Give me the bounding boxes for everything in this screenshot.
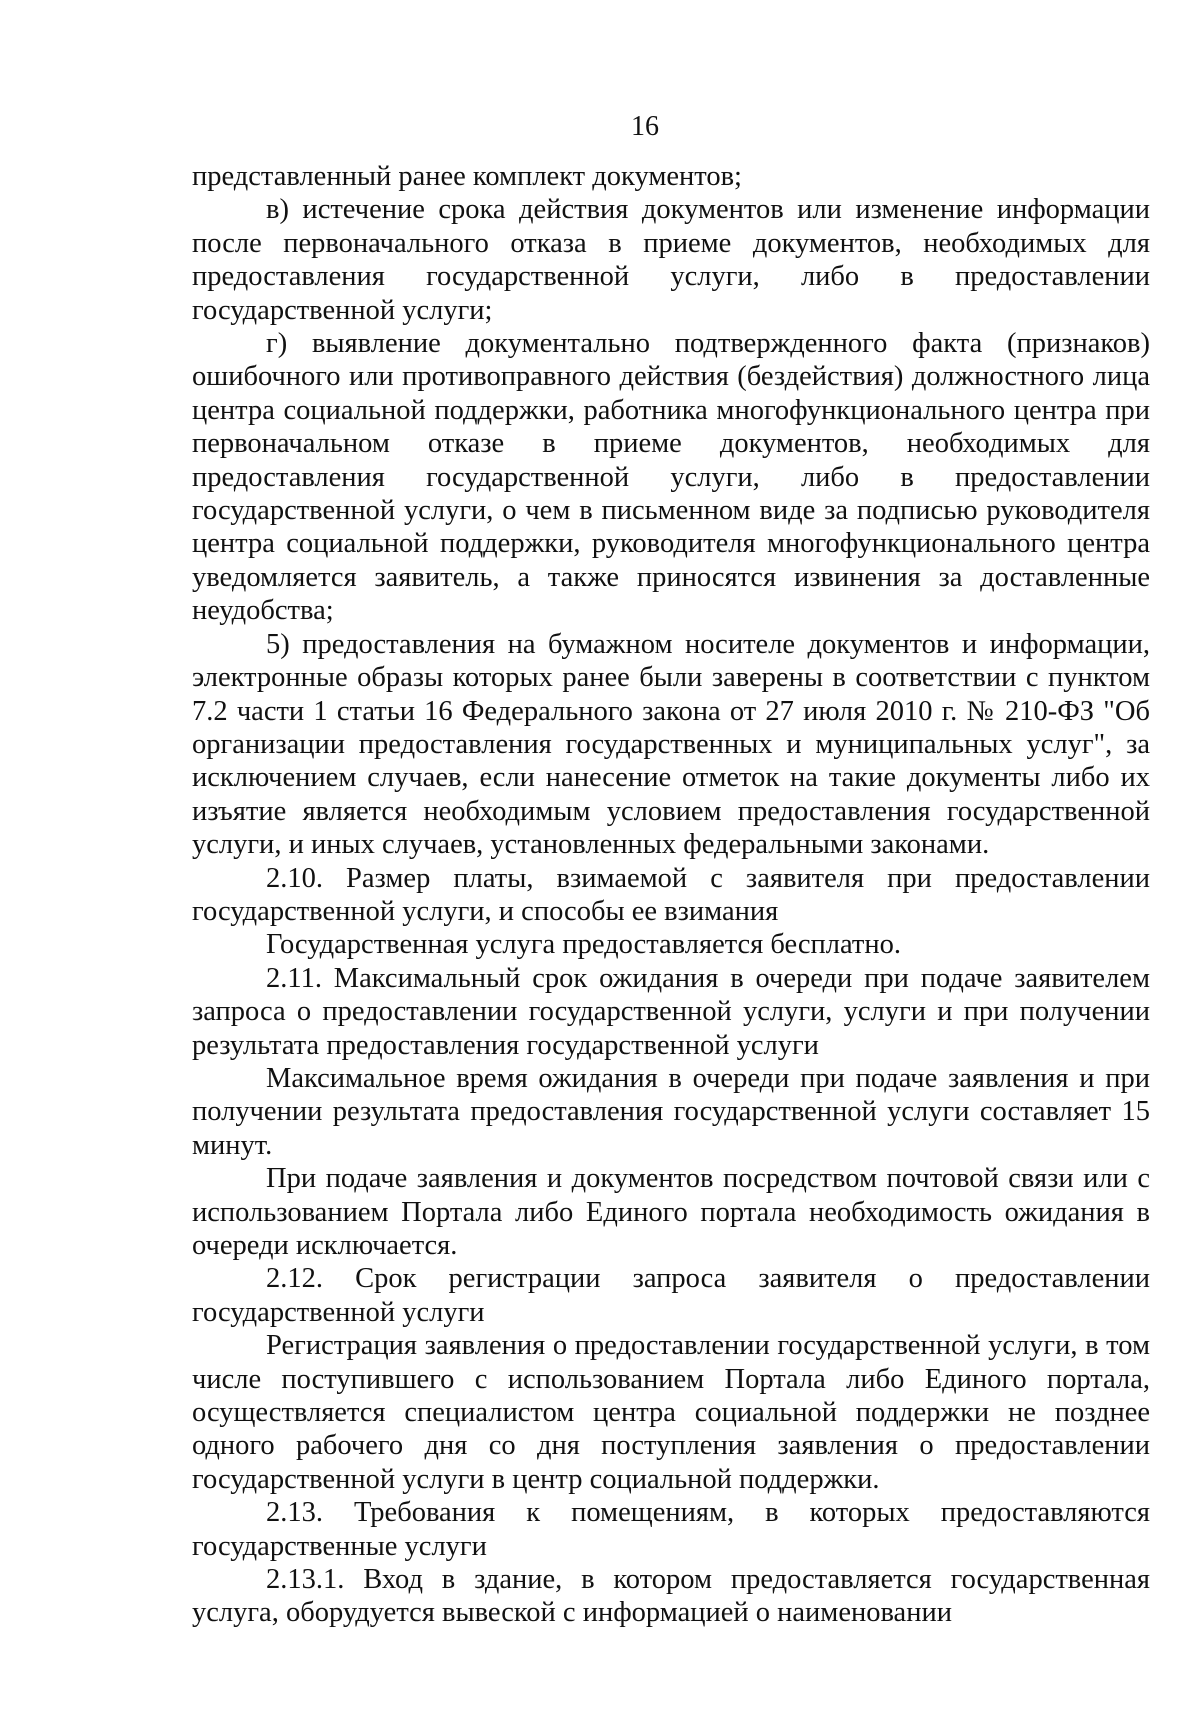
- section-heading-2-11: 2.11. Максимальный срок ожидания в очереди при подаче заявителем запроса о предоставлении государственной услуги, услуги и при получении результата предоставления государственной услуги: [192, 962, 1150, 1061]
- paragraph-registration: Регистрация заявления о предоставлении государственной услуги, в том числе поступившего с использованием Портала либо Единого портала, осуществляется специалистом центра социальной поддержки не позднее одного рабочего дня со дня поступления заявления о предоставлении государственной услуги в центр социальной поддержки.: [192, 1330, 1150, 1495]
- section-heading-2-10: 2.10. Размер платы, взимаемой с заявителя при предоставлении государственной услуги, и способы ее взимания: [192, 862, 1150, 927]
- paragraph-continuation: представленный ранее комплект документов;: [192, 161, 742, 192]
- section-heading-2-13: 2.13. Требования к помещениям, в которых предоставляются государственные услуги: [192, 1497, 1150, 1562]
- paragraph-max-wait: Максимальное время ожидания в очереди при подаче заявления и при получении результата предоставления государственной услуги составляет 15 минут.: [192, 1062, 1150, 1161]
- paragraph-item-v: в) истечение срока действия документов или изменение информации после первоначального отказа в приеме документов, необходимых для предоставления государственной услуги, либо в предоставлении государственной услуги;: [192, 194, 1150, 326]
- paragraph-2-13-1: 2.13.1. Вход в здание, в котором предоставляется государственная услуга, оборудуется вывеской с информацией о наименовании: [192, 1564, 1150, 1629]
- paragraph-item-g: г) выявление документально подтвержденного факта (признаков) ошибочного или противоправного действия (бездействия) должностного лица центра социальной поддержки, работника многофункционального центра при первоначальном отказе в приеме документов, необходимых для предоставления государственной услуги, либо в предоставлении государственной услуги, о чем в письменном виде за подписью руководителя центра социальной поддержки, руководителя многофункционального центра уведомляется заявитель, а также приносятся извинения за доставленные неудобства;: [192, 328, 1150, 627]
- paragraph-item-5: 5) предоставления на бумажном носителе документов и информации, электронные образы которых ранее были заверены в соответствии с пунктом 7.2 части 1 статьи 16 Федерального закона от 27 июля 2010 г. № 210-ФЗ "Об организации предоставления государственных и муниципальных услуг", за исключением случаев, если нанесение отметок на такие документы либо их изъятие является необходимым условием предоставления государственной услуги, и иных случаев, установленных федеральными законами.: [192, 628, 1150, 861]
- section-heading-2-12: 2.12. Срок регистрации запроса заявителя о предоставлении государственной услуги: [192, 1263, 1150, 1328]
- page-number: 16: [631, 111, 659, 142]
- paragraph-free-service: Государственная услуга предоставляется бесплатно.: [266, 929, 902, 961]
- paragraph-postal-portal: При подаче заявления и документов посредством почтовой связи или с использованием Портала либо Единого портала необходимость ожидания в очереди исключается.: [192, 1163, 1150, 1261]
- document-body: [192, 160, 1150, 1630]
